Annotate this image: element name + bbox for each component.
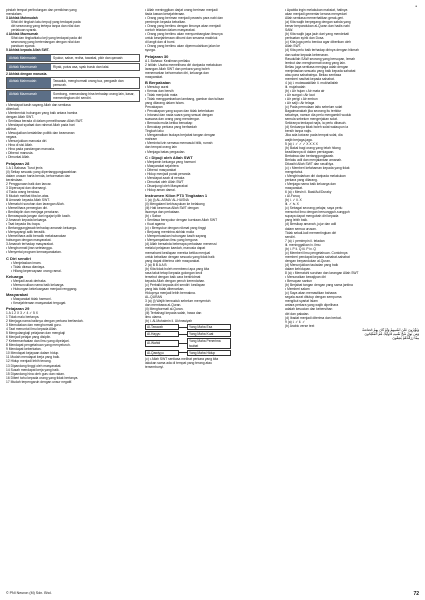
text-line: (c) Perbaiki kepada diri sendiri: kesilapan <box>145 282 206 287</box>
text-line: wajib berjaga-jaga. <box>285 137 313 142</box>
text-line: supaya dapat mengubah diri kepada <box>285 214 339 219</box>
text-line: (b) i. ✓ ii. X <box>285 198 302 203</box>
text-line: yang lebih baik. <box>285 218 308 223</box>
text-line: contoh teladan dalam masyarakat. <box>145 28 196 33</box>
text-line: sekatnya, namun dia perlu mengambil wuduk <box>285 113 352 118</box>
text-line: • Berwaspada jangan dari ngajari pilih kasih. <box>6 214 71 219</box>
text-line: (ii) Mengalami kekhusyukan ke belakang <box>145 201 205 206</box>
text-line: 2 Penggunaan baik dan lancar. <box>6 181 52 186</box>
text-line: perlakuan syarak. <box>11 28 38 33</box>
text-line: dalam kehidupan. <box>285 267 312 271</box>
text-line: 6 Menjadi pelajar yang disiplin. <box>6 335 52 340</box>
text-line: (b) i. P ii. Q iii. P iv. Q <box>285 246 316 251</box>
asma-name: Al-Hayyu <box>145 331 179 337</box>
text-line: • Orang yang berilmu akan menyumbangkan ilmunya <box>145 32 223 37</box>
text-line: lisannya dan perkataan. <box>145 210 181 215</box>
section-b-title: B Berpakaian <box>145 79 171 85</box>
text-line: • Menunjukkan manusia diri. <box>6 139 48 144</box>
text-line: • Memperluaskan hubungan kasih sayang <box>145 234 207 239</box>
text-line: • Sentiasa bersyukur dengan kurniaan Allah SWT <box>145 218 218 223</box>
text-line: mengetahui. <box>285 169 304 174</box>
text-line: (b) Kita tidak boleh membenci apa yang kita <box>145 266 210 271</box>
text-line: • Mendapat syafaat dan rahmat Allah pada hari <box>6 123 75 128</box>
text-line: • Menyayangi adik beradik. <box>6 230 46 235</box>
text-line: • Mematuhi suruhan dan larangan Allah. <box>6 201 65 206</box>
akhlak-row-text: Riyak, putus asa, syak buruk dan lalai. <box>53 64 110 69</box>
text-line: • Masyarakat tidak harmoni. <box>11 296 52 301</box>
text-line: • Tidak menggambarkan lambang, gambar dan tulisan <box>145 96 225 101</box>
text-line: (c) • Allah SWT sentiasa melihat perkara yang kita <box>145 356 219 361</box>
text-line: • Menghormati jiran setetangga. <box>6 246 53 251</box>
text-line: Hidupnya menjadi lebih bermakna. <box>145 291 196 295</box>
text-line: (b) Bakal bagi orang yang telah hilang <box>285 145 341 150</box>
text-line: 2 (a) B B A A B <box>145 262 167 267</box>
text-line: larangan Allah SWT dan perkara yang boleh <box>145 66 210 71</box>
text-line: akan menjadi gementar kerana menyedari <box>285 12 347 17</box>
text-line: 12 Hidup menjadi lebih tenang. <box>6 359 52 364</box>
text-line: iii. ✓ iv. X <box>285 202 299 207</box>
text-line: atau para sahabatnya. Beliau sentiasa <box>285 72 342 77</box>
matching-pair <box>145 324 279 330</box>
text-line: tersembunyi. <box>145 364 164 369</box>
text-line: iii. meninggalkan iv. ilmu <box>285 242 321 247</box>
text-line: hubungan dengan masyarakat. <box>6 238 52 243</box>
text-line: • Bersopan santun <box>285 279 312 284</box>
text-line: diberkati. <box>6 106 20 111</box>
instrumen-title: Instrumen Kilon PT3 Tingkatan 1 <box>145 192 208 198</box>
akhlak-row <box>6 54 140 62</box>
text-line: memberi nasihat kepada sahabat. <box>285 76 335 81</box>
column-2 <box>145 8 279 369</box>
page-footer <box>6 591 419 597</box>
text-line: • Mengamalkan budaya berjabat tangan dengan <box>145 133 216 138</box>
akhlak-row <box>6 90 140 102</box>
text-line: Allah SWT. <box>285 44 302 49</box>
text-line: • Menjamin keluarga yang harmoni <box>145 159 196 164</box>
text-line: • Sentiasa berada di dalam pemeliharaan Allah SWT. <box>6 119 84 124</box>
text-line: • Menutup aurat <box>145 84 169 89</box>
text-line: panduan syarak. <box>11 44 36 49</box>
text-line: 1 (a) (i) AL-ASMA' AL-HUSNA <box>145 197 189 202</box>
page-number: 72 <box>413 591 419 597</box>
akhlak-row-text: Tawaduk, menghormati orang tua, pengasih dan pemurah. <box>53 78 124 87</box>
text-line: 15 Dipandang hina oleh guru dan rakan. <box>6 371 65 376</box>
akhlak-row-label: Akhlak Mazmumah <box>7 64 51 70</box>
text-line: 7 Kebermanfaatan dan ilmu yang dipelajari. <box>6 339 70 344</box>
text-line: 8 Mendapat pengetahuan yang menyeluruh. <box>6 343 71 348</box>
text-line: perbuatan syirik dan Dosa. <box>285 36 325 41</box>
text-line: • Menyertai program kemasyarakatan. <box>6 250 62 255</box>
text-line: (b) i. Al-Muhaimin ii. Ukhrawiyah <box>145 319 193 324</box>
text-line: masyarakat. <box>285 186 303 191</box>
text-line: mahram <box>145 137 158 142</box>
text-line: dan membawa al-Quran. <box>145 303 182 308</box>
text-line: (c) Sebagai seorang pelajar, saya perlu <box>285 206 343 211</box>
text-line: (b) Arabic verse text <box>285 323 315 328</box>
corner-mark: a <box>415 4 417 8</box>
text-line: keadilannya di dalam perniagaan. <box>285 149 335 154</box>
text-line: 13 Dipandang tinggi oleh masyarakat. <box>6 363 62 368</box>
text-line: seseorang yang bertentangan dengan nilai dan <box>11 40 80 45</box>
connector-line <box>179 334 187 335</box>
text-line: 1 A 1 Bahasa: Turut jenis <box>6 165 43 170</box>
text-line: (c) • Memberi kefahaman kepada yang tidak <box>285 165 350 170</box>
text-line: 10 Mendapat kejayaan dalam hidup. <box>6 351 60 356</box>
asma-name: Al-Tawwab <box>145 324 179 330</box>
text-line: 3 Dipercayai dan disenangi. <box>6 185 47 190</box>
text-line: • Apabila ingin melakukan maksiat, hatinya <box>285 8 348 12</box>
text-line: • Mendapat kasih sayang Allah dan sentiasa <box>6 102 71 107</box>
text-line: dalam semua urusan. <box>285 226 317 231</box>
text-line: • Hidup aman damai. <box>145 187 176 192</box>
text-line: memberi pendapat kepada sahabat-sahabat <box>285 254 350 259</box>
text-line: kerahsiaan. <box>6 177 24 182</box>
text-line: • Menjadi anak derhaka. <box>11 278 47 283</box>
text-line: • Mendapat azab di neraka <box>145 175 185 180</box>
akhlak-row-label: Akhlak Mazmumah <box>7 91 51 101</box>
text-line: • Taat kepada ibu bapa. <box>6 222 41 227</box>
text-line: • Menjelaskan imam. <box>11 260 42 265</box>
text-line: suasana dan orang yang mendengar. <box>145 117 200 122</box>
text-line: dan tempat orang lain <box>145 145 177 150</box>
text-line: • Masyarakat sejahtera <box>145 163 179 168</box>
akhlak-row <box>6 63 140 71</box>
text-line: (d) Menunjukkan tauladan yang baik <box>285 262 339 267</box>
text-line: • Kuat agama <box>145 222 165 227</box>
text-line: • Disanjungi oleh Masyarakat <box>145 183 188 188</box>
text-line: akhirat. <box>6 127 17 132</box>
text-line: diri seseorang yang tertepa tanpa dan nilai dan <box>11 24 80 29</box>
text-line: pindah tempat perlindungan dan pemikiran yang <box>6 8 77 12</box>
text-line: memahami kesilapan mereka ketika menjual <box>145 250 211 255</box>
text-line: • Memberi salam <box>285 287 310 292</box>
text-line: • Bercakap perkara yang berfaedah <box>145 125 197 130</box>
text-line: (c) Memberi ilmu pengetahuan. Contohnya <box>285 250 348 255</box>
text-line: sendiri. <box>285 234 296 239</box>
text-line: diri dan pakaian. <box>285 311 310 316</box>
item-3-heading-title: Akhlak Mahmudah <box>8 16 38 21</box>
text-line: 8 (a) • Mematuhi suruhan dan larangan Allah SWT <box>285 271 359 276</box>
asma-name: Al-Qawiyyu <box>145 350 179 356</box>
text-line: (d) Ibadat menjadi diterima dan berkat. <box>285 315 342 320</box>
text-line: perkara yang dilarang. <box>285 177 318 182</box>
text-line: • Hubungan kekeluargaan menjadi renggang. <box>11 286 78 291</box>
text-line: (c) Saya akan memastikan bahawa <box>285 291 337 296</box>
text-line: (d) Bersikap amanah, jujur dan adil <box>285 222 337 227</box>
text-line: Rasulullah SAW seorang yang bersopan, lemah <box>285 56 356 61</box>
text-line: • Bernada mulia ketika bercakap <box>145 121 193 126</box>
text-line: 14 Susah mendapat kerja yang baik. <box>6 367 60 372</box>
text-line: yang dapat diterima oleh masyarakat. <box>145 258 200 263</box>
text-line: 1 A 1 2 X 3 ✓ 4 ✓ 5 X <box>6 310 38 315</box>
text-line: yang lalu tidak dibenarkan. <box>145 286 185 291</box>
copyright-text: © PNI Neuron (M) Sdn. Bhd. <box>6 591 52 595</box>
text-line: • Air sungai • Air laut <box>285 92 315 97</box>
text-line: negara. <box>6 135 18 140</box>
item-5-heading-num: 5 <box>6 48 8 53</box>
akhlak-row <box>6 77 140 89</box>
text-line: Bertakwa dan bertanggungjawab. <box>285 153 335 158</box>
text-line: rasa takut tetapi kepada golongan kecil <box>145 270 203 275</box>
text-line: • Memelihara pemergian diri. <box>6 205 49 210</box>
asma-meaning: Yang Maha Penerima taubat <box>187 338 231 348</box>
item-5-heading-title: Akhlak kepada Allah SWT. <box>8 48 50 53</box>
text-line: • Dimurkai Allah. <box>6 155 31 160</box>
text-line: untuk kebaikan dengan sesuatu yang tidak baik <box>145 254 215 259</box>
text-line: • Hidup menjadi porak peranda <box>145 171 191 176</box>
asma-name: Al-Wahid <box>145 340 179 346</box>
column-3 <box>285 8 419 340</box>
text-line: • Menyampaikan ilmu yang berguna <box>145 238 198 243</box>
text-line: dengan berpandukan al-Quran. <box>285 258 331 263</box>
text-line: • Menunaikan kewajipan diri <box>285 275 326 280</box>
lesson-30-title: Pelajaran 30 <box>145 53 169 59</box>
text-line: 4 Taat menuntut ilmu kepada Allah. <box>6 327 58 332</box>
text-line: semula sebelum mengerjakan solat. <box>285 117 338 122</box>
text-line: Jika ada kotoran pada tempat solat, dia <box>285 133 343 138</box>
text-line: dengan Allah SWT. <box>6 114 34 119</box>
text-line: Bagaimanakah jika seorang itu tertidur <box>285 109 342 114</box>
text-line: (c) Pada permulaan iaitu sebelum solat <box>285 105 343 110</box>
text-line: 5 Mudah melihat tiba ke-atas. <box>6 193 50 198</box>
akhlak-row-label: Akhlak Mahmudah <box>7 78 51 88</box>
text-line: adalah kesucian dan kebersihan <box>285 307 333 312</box>
text-line: • Air salji • Air telaga <box>285 101 315 106</box>
text-line: melalui pelajaran kaedah, manusia dapat <box>145 246 206 251</box>
text-line: • Tidak menjolok mata <box>145 92 178 97</box>
text-line: 16 Diberi tahu kepada orang yang tidak bertanya. <box>6 375 79 380</box>
text-line: 1 Tidak malu bertanya. <box>6 314 40 319</box>
text-line: 3 Memuliakan dan menghormati guru. <box>6 323 62 328</box>
text-line: (d) Allah bersabda beberapa perkataan menerusi <box>145 242 217 247</box>
asma-meaning: Yang Maha Kuat <box>187 331 231 337</box>
text-line: • Membentuk hubungan yang baik antara hamba <box>6 110 78 115</box>
text-line: Berlaku adil dan menjalankan amanah. <box>285 157 343 162</box>
text-line: dan sabar kepada kebenaran. <box>285 52 329 57</box>
matching-pair <box>145 338 279 348</box>
matching-pair <box>145 350 279 356</box>
text-line: dalam urusan harta benda, kehormatan dan <box>6 173 71 178</box>
text-line: • Berdisiplin dan menjaga peraturan. <box>6 210 60 215</box>
text-line: 4 (a) i. mutawaakillah ii. mukhallafah <box>285 80 339 85</box>
text-line: 4 Tiada orang berdosa. <box>6 189 40 194</box>
text-line: SAW. <box>285 28 294 33</box>
text-line: • Bertanggungjawab terhadap amanah keluarga. <box>6 226 77 231</box>
text-line: • Intonasi dan nada suara yang sesuai dengan <box>145 113 213 118</box>
arabic-verse-line: وَمَن يُوقَ شُحَّ نَفْسِهِ فَأُولَٰئِكَ هُمُ الْمُفْلِحُونَ <box>364 331 419 336</box>
text-line: • Menghindarkan diri daripada melakukan <box>285 173 346 178</box>
text-line: Sekiranya terdapat najis, ia perlu dibasuh. <box>285 121 347 126</box>
text-line: 7 (a) i. pemimpin ii. teladan <box>285 238 325 243</box>
text-line: (iii) Hati kesemua Allah SWT dengan <box>145 206 199 211</box>
text-line: • Dibenci masyarakat <box>145 167 177 172</box>
text-line: (ii) Setiap sesuatu yang dipertanggungjawabkan <box>6 169 77 174</box>
text-line: AL-QURAN <box>145 295 163 300</box>
item-3-heading-num: 3 <box>6 16 8 21</box>
text-line: 2 Menjaga nama baiknya dengan perkara berfaedah. <box>6 319 84 323</box>
text-line: • Memunculkan nama baik keluarga. <box>11 282 65 287</box>
text-line: (iii) Terbahagi kepada salah, hawa dan <box>145 311 202 316</box>
text-line: di langit dan di bumi. <box>145 40 176 45</box>
text-line: (a) Kita wajib berpegang dengan sabda yang <box>285 20 351 25</box>
text-line: Sifat diri tingkah laku terpuji yang terdapat pada <box>11 20 81 25</box>
text-line: Dikasihi Allah SWT dan rasulNya. <box>285 161 335 166</box>
item-6-heading-title: Akhlak dengan manusia. <box>8 71 48 76</box>
akhlak-row-text: Syukur, sabar, redha, tawakal, pikir dan qanaah <box>53 55 123 60</box>
text-line: iii. mujahadah <box>285 84 306 89</box>
item-6-heading <box>6 72 140 76</box>
text-line: (b) • Sabar <box>145 214 161 219</box>
text-line: tiada kawan kesejahteraan. <box>145 12 186 17</box>
text-line: • Memintai izin semasa memasuki bilik, rumah <box>145 141 213 146</box>
text-line: (d) Keduanya tidak boleh solat walaupun ia <box>285 125 349 130</box>
akhlak-row-text: Sombong, memandang hina terhadap orang lain, kasar, mementingkan diri sendiri. <box>53 91 135 100</box>
text-line: (d) Kita perlu baik terhadap dirinya dengan hikmah <box>285 48 359 53</box>
text-line: ilmu ulama. <box>145 315 162 320</box>
text-line: • Tidak dirasa dianiaya. <box>11 264 45 269</box>
arabic-verse-line: مِمَّا رَزَقْنَاهُمْ يُنفِقُونَ <box>392 335 419 340</box>
connector-line <box>179 352 187 353</box>
arabic-verse-line: وَيُؤْثِرُونَ عَلَىٰ أَنفُسِهِمْ وَلَوْ كَانَ بِهِمْ خَصَاصَةٌ <box>362 327 419 332</box>
section-c-title: C Diri sendiri <box>6 255 31 261</box>
akhlak-row-label: Akhlak Mahmudah <box>7 55 51 61</box>
text-line: 17 Mudah terpengaruh dengan unsur negatif. <box>6 379 73 384</box>
text-line: menemarkan kehormatan diri, keluarga dan <box>145 70 209 75</box>
text-line: tersebut dengan baik cara berkhidmat <box>145 274 201 279</box>
masyarakat-title: Masyarakat <box>6 291 28 297</box>
text-line: • Orang yang beriman menjadi pewaris para nabi dan <box>145 16 223 21</box>
text-line: • Hina pada pandangan manusia. <box>6 147 55 152</box>
text-line: 5 (a) i. ✓ ✓ ✓ X X X X <box>285 141 318 146</box>
text-line: untuk kesejahteraan dibumi dan sesama makhluk <box>145 36 218 41</box>
item-5-heading <box>6 48 140 52</box>
text-line: syurga. <box>145 48 156 53</box>
text-line: • Menjaga batas pergaulan. <box>145 149 186 154</box>
text-line: mendalam. <box>6 12 23 17</box>
connector-line <box>179 327 187 328</box>
text-line: • Menjaga nama baik keluarga dan <box>285 182 336 187</box>
text-line: 3 (a) (i) Wajib berwuduk sebelum menyentuh <box>145 299 211 304</box>
section-c2-title: C • Dipuji oleh Allah SWT <box>145 154 193 160</box>
text-line: Percakapan <box>145 104 163 109</box>
text-line: kepada Allah dengan penuh kerendahan. <box>145 278 206 283</box>
text-line: mengikut syariat Islam <box>285 299 318 304</box>
text-line: yang dilarang dalam Islam. <box>145 100 185 105</box>
text-line: (b) Berjabat tangan dengan yang sama jantina <box>285 283 353 288</box>
text-line: • Hilang kepercayaan orang ramai. <box>11 268 62 273</box>
text-line: lembut dan menghormati orang yang lain. <box>285 60 346 65</box>
text-line: pemimpin kepada kebaikan. <box>145 20 187 25</box>
text-line: (b) Kita wajib juga jauh dari yang mendekati <box>285 32 349 37</box>
text-line: • Mewujudkan kestabilan politik dan keamanan <box>6 131 75 136</box>
text-line: 2 Amanah kepada keluarga. <box>6 218 48 223</box>
text-line: • Percakapan yang sopan dan tidak keterlaluan <box>145 109 214 114</box>
text-line: bersih tanpa najis. <box>285 129 312 134</box>
column-1 <box>6 8 140 384</box>
text-line: • Air perigi • Air embun <box>285 97 318 102</box>
text-line: (ii) Menghormati al-Quran. <box>145 307 184 312</box>
text-line: benar berpandukan al-Quran dan hadis nabi <box>285 24 350 29</box>
keluarga-title: Keluarga <box>6 273 24 279</box>
text-line: Beliau juga sentiasa menjaga adab dengan <box>285 64 349 69</box>
text-line: • Dibenci manusia. <box>6 151 34 156</box>
connector-line <box>179 343 187 344</box>
item-4-heading-title: Akhlak Mazmumah <box>8 32 39 37</box>
text-line: Tidak sekali-kali mementingkan diri <box>285 230 337 235</box>
text-line: • Al-Faruq <box>285 194 300 199</box>
text-line: • Hina di sisi Allah. <box>6 143 33 148</box>
text-line: • Allah meninggikan darjat orang beriman menjadi <box>145 8 218 12</box>
lesson-28-title: Pelajaran 28 <box>6 160 30 166</box>
text-line: 5 Mengulangkaji pelajaran dan mengkaji <box>6 331 66 336</box>
item-6-heading-num: 2 <box>6 71 8 76</box>
text-line: 6 (a) • Mesin ii. Baal/Aul/Duraky <box>285 190 332 195</box>
text-line: 2 Istilah: Usaha memelihara diri daripada melakukan <box>145 62 222 67</box>
text-line: 9 Mendapat keberkatan. <box>6 347 42 352</box>
text-line: menuntut ilmu dengan bersungguh-sungguh <box>285 210 350 215</box>
text-line: 9 (a) i. ✓ ii. ✓ <box>285 319 305 324</box>
text-line: (c) Kita juga perlu berdoa agar diberikan oleh <box>285 40 351 45</box>
text-line: segala aurat ditutup dengan sempurna <box>285 295 342 300</box>
text-line: 3 Amanah terhadap masyarakat. <box>6 242 54 247</box>
text-line: (b) • Air hujan • Air mata air <box>285 88 325 93</box>
text-line: masyarakat. <box>145 74 163 79</box>
text-line: • Orang yang berilmu dengan ilmunya akan menjadi <box>145 24 221 29</box>
text-line: • Kesejahteraan masyarakat tergugat. <box>11 300 67 305</box>
matching-pair <box>145 331 279 337</box>
text-line: • Orang yang berilmu akan dipermudahkan jalan ke <box>145 44 221 49</box>
text-line: Tingkah laku <box>145 129 164 134</box>
text-line: Allah sentiasa memerhatikan gerak-geri. <box>285 16 345 21</box>
text-line: • Kemas dan bersih <box>145 88 174 93</box>
text-line: A 1 Bahasa: Kealiman perilaku <box>145 58 190 63</box>
item-4-heading-num: 4 <box>6 32 8 37</box>
text-line: • Memelihara adik beradik melaksanakan <box>6 234 67 239</box>
text-line: • Dimurkai oleh Allah SWT <box>145 179 184 184</box>
text-line: B Amanah kepada Allah SWT. <box>6 197 50 202</box>
lesson-29-title: Pelajaran 29 <box>6 305 30 311</box>
text-line: menjelaskan sesuatu yang baik kepada sahabat <box>285 68 356 73</box>
asma-meaning: Yang Maha Esa <box>187 324 231 330</box>
text-line: lakukan sama ada di tempat yang terang atau <box>145 360 212 365</box>
text-line: antara perkara yang wajib dipelihara <box>285 303 339 308</box>
text-line: Sifat dan tingkahlaku keji yang terdapat pada diri <box>11 36 83 41</box>
asma-meaning: Yang Maha Hidup <box>187 350 231 356</box>
text-line: 11 Mudah mendapat kerja yang baik. <box>6 355 61 360</box>
text-line: (c) • Bersyukur dengan nikmat yang tinggi <box>145 226 207 231</box>
text-line: • Berjuang membina akhlak mulia <box>145 230 194 235</box>
